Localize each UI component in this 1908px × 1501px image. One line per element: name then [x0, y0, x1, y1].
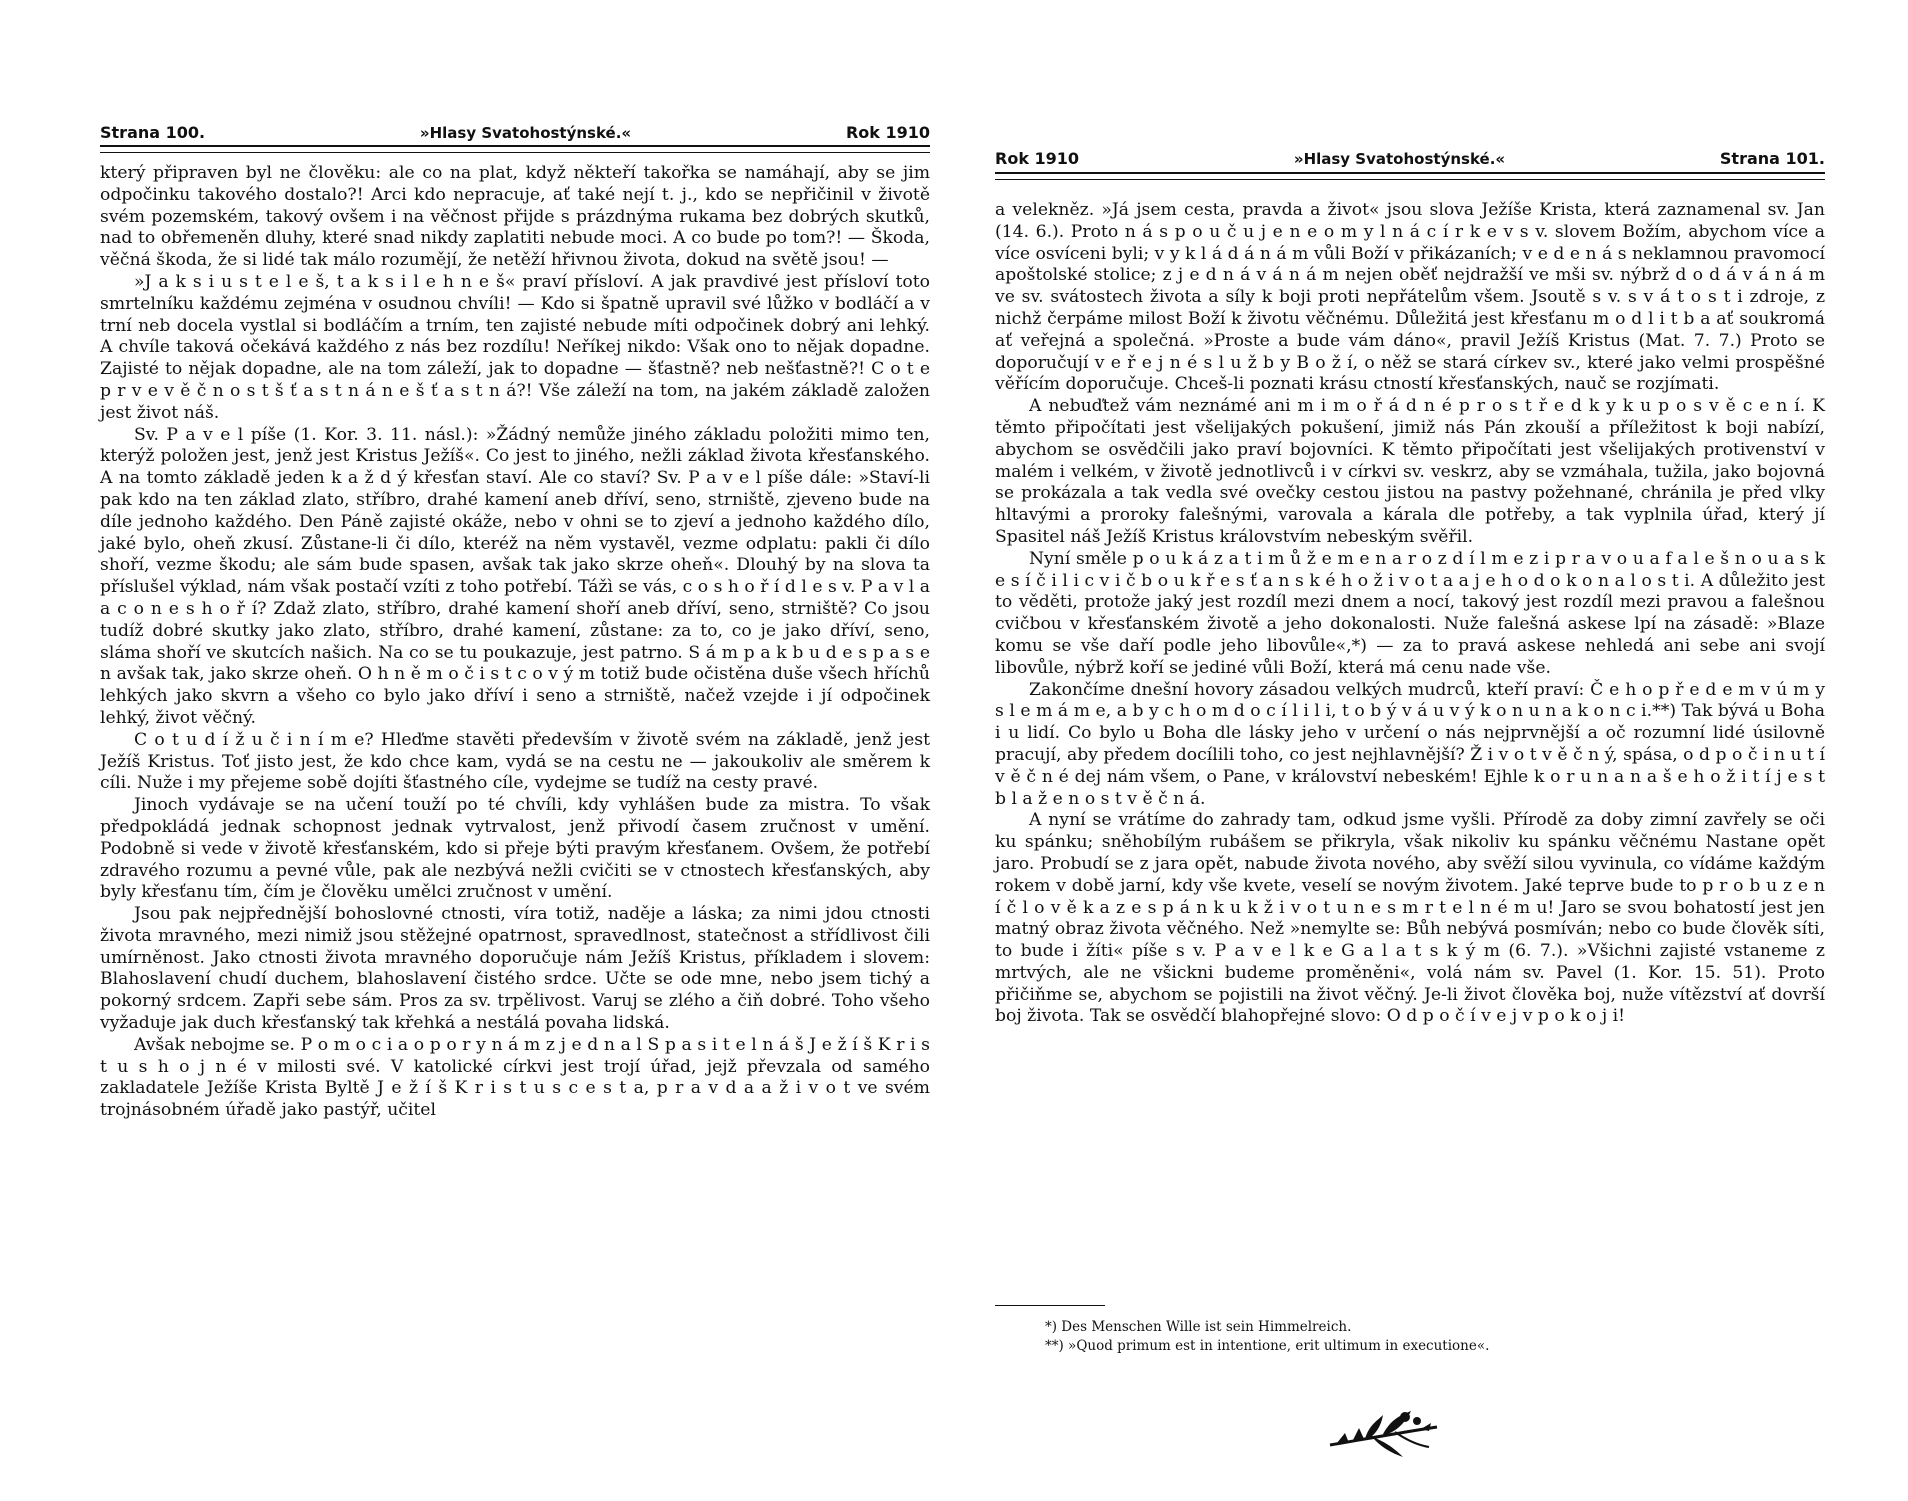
- paragraph: Jsou pak nejpřednější bohoslovné ctnosti, víra totiž, naděje a láska; za nimi jdou ctnosti života mravného, mezi nimiž jsou stěžejné opatrnost, spravedlnost, statečnost a střídlivost čili umírněnost. Jako ctnosti života mravného doporučuje nám Ježíš Kristus, příkladem i slovem: Blahoslavení chudí duchem, blahoslavení čistého srdce. Učte se ode mne, nebo jsem tichý a pokorný srdcem. Zapři sebe sám. Pros za sv. trpělivost. Varuj se zlého a čiň dobré. Toho všeho vyžaduje jak duch křesťanský tak křehká a nestálá povaha lidská.: [100, 904, 930, 1034]
- paragraph: C o t u d í ž u č i n í m e? Hleďme stavěti především v životě svém na základě, jenž jest Ježíš Kristus. Toť jisto jest, že kdo chce kam, vydá se na cestu ne — jakoukoliv ale směrem k cíli. Nuže i my přejeme sobě dojíti šťastného cíle, vydejme se tudíž na cesty pravé.: [100, 729, 930, 794]
- header-rule: [100, 145, 930, 153]
- footnote: **) »Quod primum est in intentione, erit ultimum in executione«.: [1045, 1338, 1490, 1354]
- paragraph: Jinoch vydávaje se na učení touží po té chvíli, kdy vyhlášen bude za mistra. To však předpokládá jednak schopnost jednak vytrvalost, jenž přivodí časem zručnost v umění. Podobně si vede v životě křesťanském, kdo si přeje býti pravým křesťanem. Ovšem, že potřebí zdravého rozumu a pevné vůle, pak ale nezbývá nežli cvičiti se v ctnostech křesťanských, aby byly křesťanu tím, čím je člověku umělci zručnost v umění.: [100, 795, 930, 903]
- right-page-header: [995, 138, 1825, 168]
- page-number: Strana 101.: [1719, 149, 1825, 168]
- left-page-header: [100, 112, 930, 142]
- left-page: [100, 0, 930, 1501]
- journal-title: »Hlasy Svatohostýnské.«: [419, 124, 632, 142]
- paragraph: A nyní se vrátíme do zahrady tam, odkud jsme vyšli. Přírodě za doby zimní zavřely se oči ku spánku; sněhobílým rubášem se přikryla, však nikoliv ku spánku věčnému Nastane opět jaro. Probudí se z jara opět, nabude života nového, aby svěží silou vyvinula, co vídáme každým rokem v době jarní, kdy vše kvete, veselí se novým životem. Jaké teprve bude to p r o b u z e n í č l o v ě k a z e s p á n k u k ž i v o t u n e s m r t e l n é m u! Jaro se svou bohatostí jest jen matný obraz života věčného. Než »nemylte se: Bůh nebývá posmíván; nebo co bude člověk síti, to bude i žíti« píše s v. P a v e l k e G a l a t s k ý m (6. 7.). »Všichni zajisté vstaneme z mrtvých, ale ne všickni budeme proměněni«, volá nám sv. Pavel (1. Kor. 15. 51). Proto přičiňme se, abychom se pojistili na život věčný. Je-li život člověka boj, nuže vítězství ať dovrší boj života. Tak se osvědčí blahopřejné slovo: O d p o č í v e j v p o k o j i!: [995, 810, 1825, 1027]
- right-page: [995, 0, 1825, 1501]
- header-rule: [995, 172, 1825, 180]
- right-page-body: [995, 200, 1825, 1028]
- year-label: Rok 1910: [995, 149, 1080, 168]
- year-label: Rok 1910: [845, 123, 930, 142]
- footnote-rule: [995, 1305, 1105, 1306]
- paragraph: Sv. P a v e l píše (1. Kor. 3. 11. násl.): »Žádný nemůže jiného základu položiti mimo ten, kterýž položen jest, jenž jest Kristus Ježíš«. Co jest to jiného, nežli základ života křesťanského. A na tomto základě jeden k a ž d ý křesťan staví. Ale co staví? Sv. P a v e l píše dále: »Staví-li pak kdo na ten základ zlato, stříbro, drahé kamení aneb dříví, seno, strniště, zjeveno bude na díle jednoho každého. Den Páně zajisté okáže, nebo v ohni se to zjeví a jednoho každého dílo, jaké bylo, oheň zkusí. Zůstane-li či dílo, kteréž na něm vystavěl, vezme odplatu: pakli či dílo shoří, vezme škodu; ale sám bude spasen, avšak tak jako skrze oheň«. Dlouhý by na slova ta příslušel výklad, nám však postačí vzíti z toho potřebí. Tážì se vás, c o s h o ř í d l e s v. P a v l a a c o n e s h o ř í? Zdaž zlato, stříbro, drahé kamení shoří aneb dříví, seno, strniště? Co jsou tudíž dobré skutky jako zlato, stříbro, drahé kamení, zůstane: za to, co je jako dříví, seno, sláma shoří ve skutcích našich. Na co se tu poukazuje, jest patrno. S á m p a k b u d e s p a s e n avšak tak, jako skrze oheň. O h n ě m o č i s t c o v ý m totiž bude očistěna duše všech hříchů lehkých jako skvrn a všeho co bylo jako dříví i seno a strniště, načež vzejde i jí odpočinek lehký, život věčný.: [100, 424, 930, 728]
- journal-title: »Hlasy Svatohostýnské.«: [1293, 150, 1506, 168]
- paragraph: Avšak nebojme se. P o m o c i a o p o r y n á m z j e d n a l S p a s i t e l n á š J e ž í š K r i s t u s h o j n é v milosti své. V katolické církvi jest trojí úřad, jejž převzala od samého zakladatele Ježíše Krista Byltě J e ž í š K r i s t u s c e s t a, p r a v d a a ž i v o t ve svém trojnásobném úřadě jako pastýř, učitel: [100, 1034, 930, 1121]
- floral-ornament-icon: [1325, 1405, 1445, 1467]
- footnote: *) Des Menschen Wille ist sein Himmelreich.: [1045, 1319, 1352, 1335]
- paragraph: »J a k s i u s t e l e š, t a k s i l e h n e š« praví přísloví. A jak pravdivé jest přísloví toto smrtelníku každému zejména v osudnou chvíli! — Kdo si špatně upravil své lůžko v bodláčí a v trní neb docela vystlal si bodláčím a trním, ten zajisté nebude míti odpočinek dobrý ani lehký. A chvíle taková očekává každého z nás bez rozdílu! Neříkej nikdo: Však ono to nějak dopadne. Zajisté to nějak dopadne, ale na tom záleží, jak to dopadne — šťastně? neb nešťastně?! C o t e p r v e v ě č n o s t š ť a s t n á n e š ť a s t n á?! Vše záleží na tom, na jakém základě založen jest život náš.: [100, 271, 930, 423]
- paragraph: A nebuďtež vám neznámé ani m i m o ř á d n é p r o s t ř e d k y k u p o s v ě c e n í. K těmto připočítati jest všelijakých pokušení, jimiž nás Pán zkouší a příležitost k boji nabízí, abychom se osvědčili jako praví bojovníci. K těmto připočítati jest všelijakých protivenství v malém i velkém, v životě jednotlivců i v církvi sv. veskrz, aby se vzmáhala, tužila, jako bojovná se prokázala a tak vedla své ovečky cestou jistou na pastvy požehnané, chránila je před vlky hltavými a proroky falešnými, varovala a kárala dle potřeby, a tak vyplnila úřad, který jí Spasitel náš Ježíš Kristus královstvím nebeským svěřil.: [995, 396, 1825, 547]
- paragraph: Zakončíme dnešní hovory zásadou velkých mudrců, kteří praví: Č e h o p ř e d e m v ú m y s l e m á m e, a b y c h o m d o c í l i l i, t o b ý v á u v ý k o n u n a k o n c i.**) Tak bývá u Boha i u lidí. Co bylo u Boha dle lásky jeho v určení o nás nejprvnější a oč rozumní lidé úsilovně pracují, aby předem docílili toho, co jest nejhlavnější? Ž i v o t v ě č n ý, spása, o d p o č i n u t í v ě č n é dej nám všem, o Pane, v království nebeském! Ejhle k o r u n a n a š e h o ž i t í j e s t b l a ž e n o s t v ě č n á.: [995, 679, 1825, 809]
- page-number: Strana 100.: [100, 123, 206, 142]
- paragraph: který připraven byl ne člověku: ale co na plat, když někteří takořka se namáhají, aby se jim odpočinku takového dostalo?! Arci kdo nepracuje, ať také nejí t. j., kdo se nepřičinil v životě svém pozemském, takový ovšem i na věčnost přijde s prázdnýma rukama bez dobrých skutků, nad to obřemeněn dluhy, které snad nikdy zaplatiti nebude moci. A co bude po tom?! — Škoda, věčná škoda, že si lidé tak málo rozumějí, že netěží hřivnou života, dokud na světě jsou! —: [100, 163, 930, 271]
- paragraph: Nyní směle p o u k á z a t i m ů ž e m e n a r o z d í l m e z i p r a v o u a f a l e š n o u a s k e s í č i l i c v i č b o u k ř e s ť a n s k é h o ž i v o t a a j e h o d o k o n a l o s t i. A důležito jest to věděti, protože jaký jest rozdíl mezi dnem a nocí, takový jest rozdíl mezi pravou a falešnou cvičbou v křesťanském životě a jeho dokonalosti. Nuže falešná askese lpí na zásadě: »Blaze komu se vše daří podle jeho libovůle«,*) — za to pravá askese nehledá ani sebe ani svojí libovůle, nýbrž koří se jediné vůli Boží, která má cenu nade vše.: [995, 548, 1825, 678]
- left-page-body: [100, 163, 930, 1122]
- paragraph: a velekněz. »Já jsem cesta, pravda a život« jsou slova Ježíše Krista, která zaznamenal sv. Jan (14. 6.). Proto n á s p o u č u j e n e o m y l n á c í r k e v s v. slovem Božím, abychom více a více osvíceni byli; v y k l á d á n á m vůli Boží v přikázaních; v e d e n á s neklamnou pravomocí apoštolské stolice; z j e d n á v á n á m nejen oběť nejdražší ve mši sv. nýbrž d o d á v á n á m ve sv. svátostech života a síly k boji proti nepřátelům všem. Jsoutě s v. s v á t o s t i zdroje, z nichž čerpáme milost Boží k životu věčnému. Důležitá jest křesťanu m o d l i t b a ať soukromá ať veřejná a společná. »Proste a bude vám dáno«, pravil Ježíš Kristus (Mat. 7. 7.) Proto se doporučují v e ř e j n é s l u ž b y B o ž í, o něž se stará církev sv., které jako velmi prospěšné věřícím doporučuje. Chceš-li poznati krásu ctností křesťanských, nauč se rozjímati.: [995, 200, 1825, 395]
